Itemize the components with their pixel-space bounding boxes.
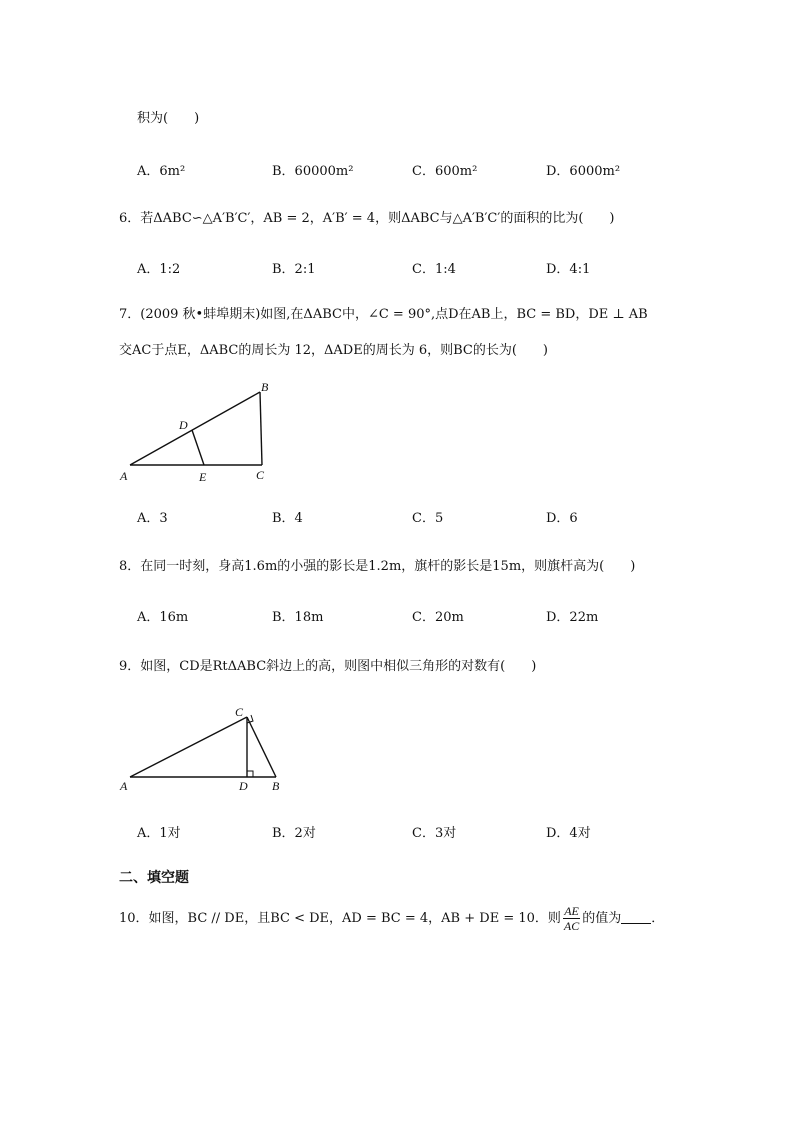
q6-option-d: D．4:1 bbox=[546, 262, 591, 277]
q10-fraction-numerator: AE bbox=[564, 904, 579, 918]
q7-option-d: D．6 bbox=[546, 511, 578, 526]
q9-label-d: D bbox=[239, 779, 248, 793]
q7-option-c: C．5 bbox=[412, 511, 444, 526]
q9-triangle-figure bbox=[110, 700, 300, 800]
q10-answer-blank bbox=[621, 911, 651, 924]
q9-option-c: C．3对 bbox=[412, 826, 457, 841]
q7-stem-line2: 交AC于点E，ΔABC的周长为 12，ΔADE的周长为 6，则BC的长为( ) bbox=[119, 343, 548, 358]
q9-label-c: C bbox=[235, 705, 244, 719]
q7-label-c: C bbox=[256, 468, 265, 482]
q6-option-c: C．1:4 bbox=[412, 262, 456, 277]
q6-option-a: A．1:2 bbox=[137, 262, 181, 277]
q7-label-e: E bbox=[199, 470, 207, 484]
q10-stem bbox=[119, 904, 664, 933]
section-title-fill-in: 二、填空题 bbox=[119, 870, 189, 886]
q5-stem-continuation: 积为( ) bbox=[137, 111, 200, 126]
q10-fraction-denominator: AC bbox=[563, 919, 580, 933]
q10-stem-before: 10．如图，BC // DE，且BC < DE，AD = BC = 4，AB + DE = 10．则 bbox=[119, 911, 561, 926]
q10-fraction bbox=[563, 904, 580, 933]
q5-option-b: B．60000m² bbox=[272, 164, 354, 179]
q7-label-b: B bbox=[261, 380, 269, 394]
q8-stem: 8．在同一时刻，身高1.6m的小强的影长是1.2m，旗杆的影长是15m，则旗杆高为( ) bbox=[119, 559, 636, 574]
q7-option-b: B．4 bbox=[272, 511, 303, 526]
q8-option-c: C．20m bbox=[412, 610, 464, 625]
q7-triangle-figure bbox=[110, 375, 280, 490]
q10-stem-end: ． bbox=[651, 911, 665, 926]
q7-label-a: A bbox=[120, 469, 128, 483]
q9-option-d: D．4对 bbox=[546, 826, 591, 841]
q7-side-ab bbox=[130, 392, 260, 465]
q6-stem: 6．若ΔABC∽△A′B′C′，AB = 2，A′B′ = 4，则ΔABC与△A′B′C′的面积的比为( ) bbox=[119, 211, 615, 226]
q7-stem-line1: 7．(2009 秋•蚌埠期末)如图,在ΔABC中，∠C = 90°,点D在AB上，BC = BD，DE ⊥ AB bbox=[119, 307, 648, 322]
q5-option-a: A．6m² bbox=[137, 164, 186, 179]
q8-option-b: B．18m bbox=[272, 610, 324, 625]
q9-stem: 9．如图，CD是RtΔABC斜边上的高，则图中相似三角形的对数有( ) bbox=[119, 659, 537, 674]
q7-side-bc bbox=[260, 392, 262, 465]
q9-side-bc bbox=[247, 717, 276, 777]
q9-label-a: A bbox=[120, 779, 128, 793]
q7-option-a: A．3 bbox=[137, 511, 168, 526]
q8-option-d: D．22m bbox=[546, 610, 599, 625]
q5-option-d: D．6000m² bbox=[546, 164, 621, 179]
q9-option-a: A．1对 bbox=[137, 826, 181, 841]
q9-label-b: B bbox=[272, 779, 280, 793]
q7-segment-de bbox=[192, 430, 204, 465]
q9-side-ac bbox=[130, 717, 247, 777]
q9-right-angle-d bbox=[247, 771, 253, 777]
q8-option-a: A．16m bbox=[137, 610, 189, 625]
q5-option-c: C．600m² bbox=[412, 164, 478, 179]
q10-stem-after: 的值为 bbox=[582, 911, 622, 926]
q9-option-b: B．2对 bbox=[272, 826, 316, 841]
q6-option-b: B．2:1 bbox=[272, 262, 316, 277]
q7-label-d: D bbox=[179, 418, 188, 432]
